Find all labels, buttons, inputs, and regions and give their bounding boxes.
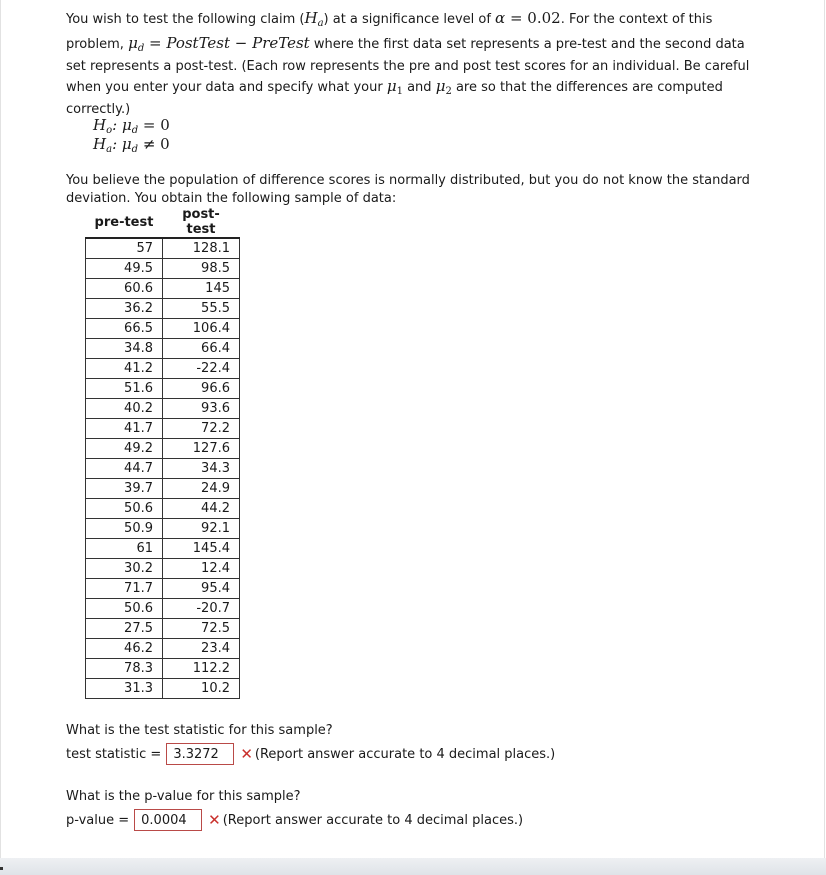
table-row [86,319,240,339]
pre-test-cell: 50.6 [86,499,163,519]
table-row [86,559,240,579]
pre-test-cell: 34.8 [86,339,163,359]
test-statistic-note: (Report answer accurate to 4 decimal places.) [254,746,556,762]
table-row [86,399,240,419]
pre-test-cell: 31.3 [86,679,163,699]
null-hypothesis: $H_o$: $\mu_d = 0$ [93,116,170,136]
post-test-cell: 93.6 [163,399,240,419]
pre-test-cell: 40.2 [86,399,163,419]
p-value-question: What is the p-value for this sample? [66,789,301,804]
post-test-cell: 23.4 [163,639,240,659]
p-value-label: p-value = [66,812,130,828]
pre-test-cell: 41.2 [86,359,163,379]
test-statistic-input[interactable]: 3.3272 [166,743,234,765]
table-row [86,579,240,599]
alternative-hypothesis: $H_a$: $\mu_d \ne 0$ [93,135,170,155]
pre-test-cell: 78.3 [86,659,163,679]
pre-test-cell: 36.2 [86,299,163,319]
table-row [86,439,240,459]
table-row [86,259,240,279]
post-test-cell: 145 [163,279,240,299]
corner-mark [0,867,3,870]
post-test-cell: 95.4 [163,579,240,599]
pre-test-cell: 71.7 [86,579,163,599]
post-test-cell: 96.6 [163,379,240,399]
post-test-cell: 24.9 [163,479,240,499]
table-row [86,379,240,399]
post-test-cell: 44.2 [163,499,240,519]
post-test-cell: 112.2 [163,659,240,679]
post-test-cell: 128.1 [163,238,240,259]
pre-test-cell: 30.2 [86,559,163,579]
test-statistic-row [66,742,555,766]
pre-test-cell: 41.7 [86,419,163,439]
pre-test-cell: 44.7 [86,459,163,479]
post-test-cell: 127.6 [163,439,240,459]
table-row [86,459,240,479]
table-row [86,299,240,319]
post-test-cell: -20.7 [163,599,240,619]
x-icon: ✕ [240,745,253,763]
pre-test-cell: 61 [86,539,163,559]
post-test-cell: 72.5 [163,619,240,639]
table-row [86,279,240,299]
pre-test-header: pre-test [86,207,163,238]
pre-test-cell: 51.6 [86,379,163,399]
data-table [85,207,240,699]
table-row [86,639,240,659]
pre-test-cell: 27.5 [86,619,163,639]
post-test-cell: 66.4 [163,339,240,359]
pre-test-cell: 66.5 [86,319,163,339]
post-test-cell: 106.4 [163,319,240,339]
table-row [86,479,240,499]
table-row [86,499,240,519]
test-statistic-question: What is the test statistic for this sample? [66,723,333,738]
problem-statement: You wish to test the following claim $(H_a)$ at a significance level of α = 0.02. For the context of this problem, $\mu_d$ = PostTest − PreTest where the first data set represents a pre-test and the second data set represents a post-test. (Each row represents the pre and post test scores for an individual. Be careful when you enter your data and specify what your $\mu_1$ and $\mu_2$ are so that the differences are computed correctly.) [66,9,750,117]
table-row [86,519,240,539]
post-test-cell: 34.3 [163,459,240,479]
post-test-header: post-test [163,207,240,238]
table-row [86,619,240,639]
post-test-cell: -22.4 [163,359,240,379]
pre-test-cell: 49.2 [86,439,163,459]
table-row [86,659,240,679]
pre-test-cell: 57 [86,238,163,259]
table-row [86,599,240,619]
pre-test-cell: 46.2 [86,639,163,659]
table-row [86,539,240,559]
table-row [86,238,240,259]
post-test-cell: 10.2 [163,679,240,699]
post-test-cell: 92.1 [163,519,240,539]
pre-test-cell: 50.6 [86,599,163,619]
pre-test-cell: 60.6 [86,279,163,299]
pre-test-cell: 49.5 [86,259,163,279]
p-value-note: (Report answer accurate to 4 decimal places.) [222,812,524,828]
table-row [86,359,240,379]
pre-test-cell: 39.7 [86,479,163,499]
x-icon: ✕ [208,811,221,829]
p-value-row [66,808,523,832]
pre-test-cell: 50.9 [86,519,163,539]
p-value-input[interactable]: 0.0004 [134,809,202,831]
test-statistic-label: test statistic = [66,746,162,762]
data-description: You believe the population of difference scores is normally distributed, but you do not know the standard deviation. You obtain the following sample of data: [66,173,750,206]
table-row [86,339,240,359]
post-test-cell: 12.4 [163,559,240,579]
table-row [86,679,240,699]
post-test-cell: 98.5 [163,259,240,279]
post-test-cell: 72.2 [163,419,240,439]
post-test-cell: 55.5 [163,299,240,319]
table-row [86,419,240,439]
post-test-cell: 145.4 [163,539,240,559]
bottom-scroll-strip [0,858,826,875]
